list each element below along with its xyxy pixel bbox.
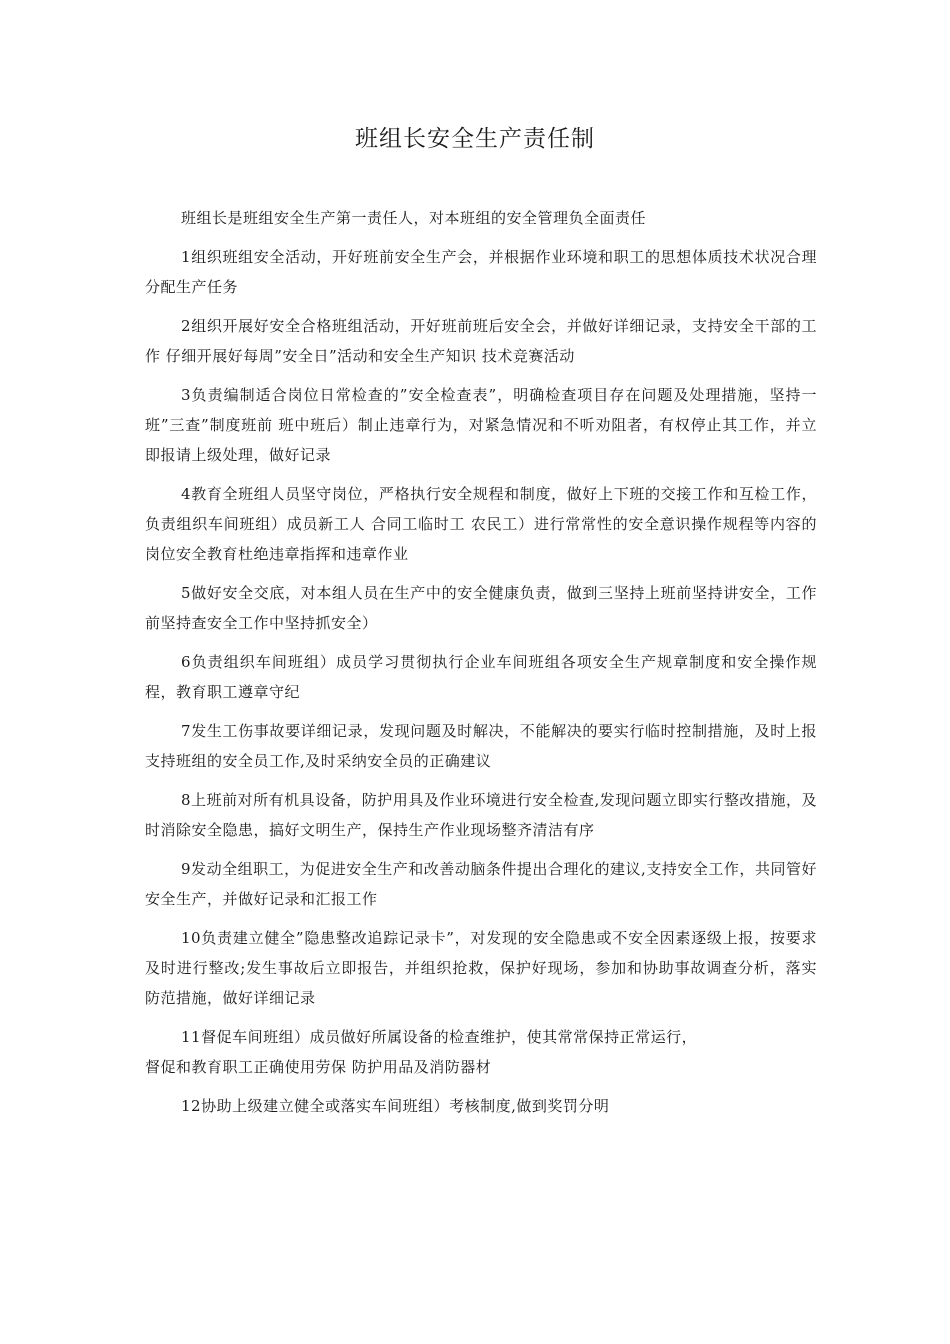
item-11-line-2: 督促和教育职工正确使用劳保 防护用品及消防器材 <box>145 1058 492 1076</box>
item-paragraph-2: 2组织开展好安全合格班组活动，开好班前班后安全会，并做好详细记录，支持安全干部的工作 仔细开展好每周”安全日”活动和安全生产知识 技术竞赛活动 <box>145 317 817 365</box>
item-paragraph-10: 10负责建立健全”隐患整改追踪记录卡”，对发现的安全隐患或不安全因素逐级上报，按要求及时进行整改;发生事故后立即报告，并组织抢救，保护好现场，参加和协助事故调查分析，落实防范措施，做好详细记录 <box>145 929 817 1007</box>
document-body <box>145 203 817 1121</box>
item-paragraph-1: 1组织班组安全活动，开好班前安全生产会，并根据作业环境和职工的思想体质技术状况合理分配生产任务 <box>145 248 817 296</box>
item-paragraph-4: 4教育全班组人员坚守岗位，严格执行安全规程和制度，做好上下班的交接工作和互检工作，负责组织车间班组）成员新工人 合同工临时工 农民工）进行常常性的安全意识操作规程等内容的岗位安全教育杜绝违章指挥和违章作业 <box>145 485 817 563</box>
item-paragraph-6: 6负责组织车间班组）成员学习贯彻执行企业车间班组各项安全生产规章制度和安全操作规程，教育职工遵章守纪 <box>145 653 817 701</box>
item-paragraph-8: 8上班前对所有机具设备，防护用具及作业环境进行安全检查,发现问题立即实行整改措施，及时消除安全隐患，搞好文明生产，保持生产作业现场整齐清洁有序 <box>145 791 817 839</box>
item-paragraph-5: 5做好安全交底，对本组人员在生产中的安全健康负责，做到三坚持上班前坚持讲安全，工作前坚持查安全工作中坚持抓安全） <box>145 584 817 632</box>
item-paragraph-3: 3负责编制适合岗位日常检查的”安全检查表”，明确检查项目存在问题及处理措施，坚持一班”三查”制度班前 班中班后）制止违章行为，对紧急情况和不听劝阻者，有权停止其工作，并立即报请上级处理，做好记录 <box>145 386 817 464</box>
item-11-line-1: 11督促车间班组）成员做好所属设备的检查维护，使其常常保持正常运行， <box>181 1028 698 1046</box>
item-paragraph-7: 7发生工伤事故要详细记录，发现问题及时解决，不能解决的要实行临时控制措施，及时上报支持班组的安全员工作,及时采纳安全员的正确建议 <box>145 722 817 770</box>
item-paragraph-9: 9发动全组职工，为促进安全生产和改善动脑条件提出合理化的建议,支持安全工作，共同管好安全生产，并做好记录和汇报工作 <box>145 860 817 908</box>
item-paragraph-11 <box>145 1022 817 1082</box>
document-title: 班组长安全生产责任制 <box>355 126 595 152</box>
item-paragraph-12: 12协助上级建立健全或落实车间班组）考核制度,做到奖罚分明 <box>181 1097 610 1115</box>
intro-paragraph: 班组长是班组安全生产第一责任人，对本班组的安全管理负全面责任 <box>181 209 647 227</box>
